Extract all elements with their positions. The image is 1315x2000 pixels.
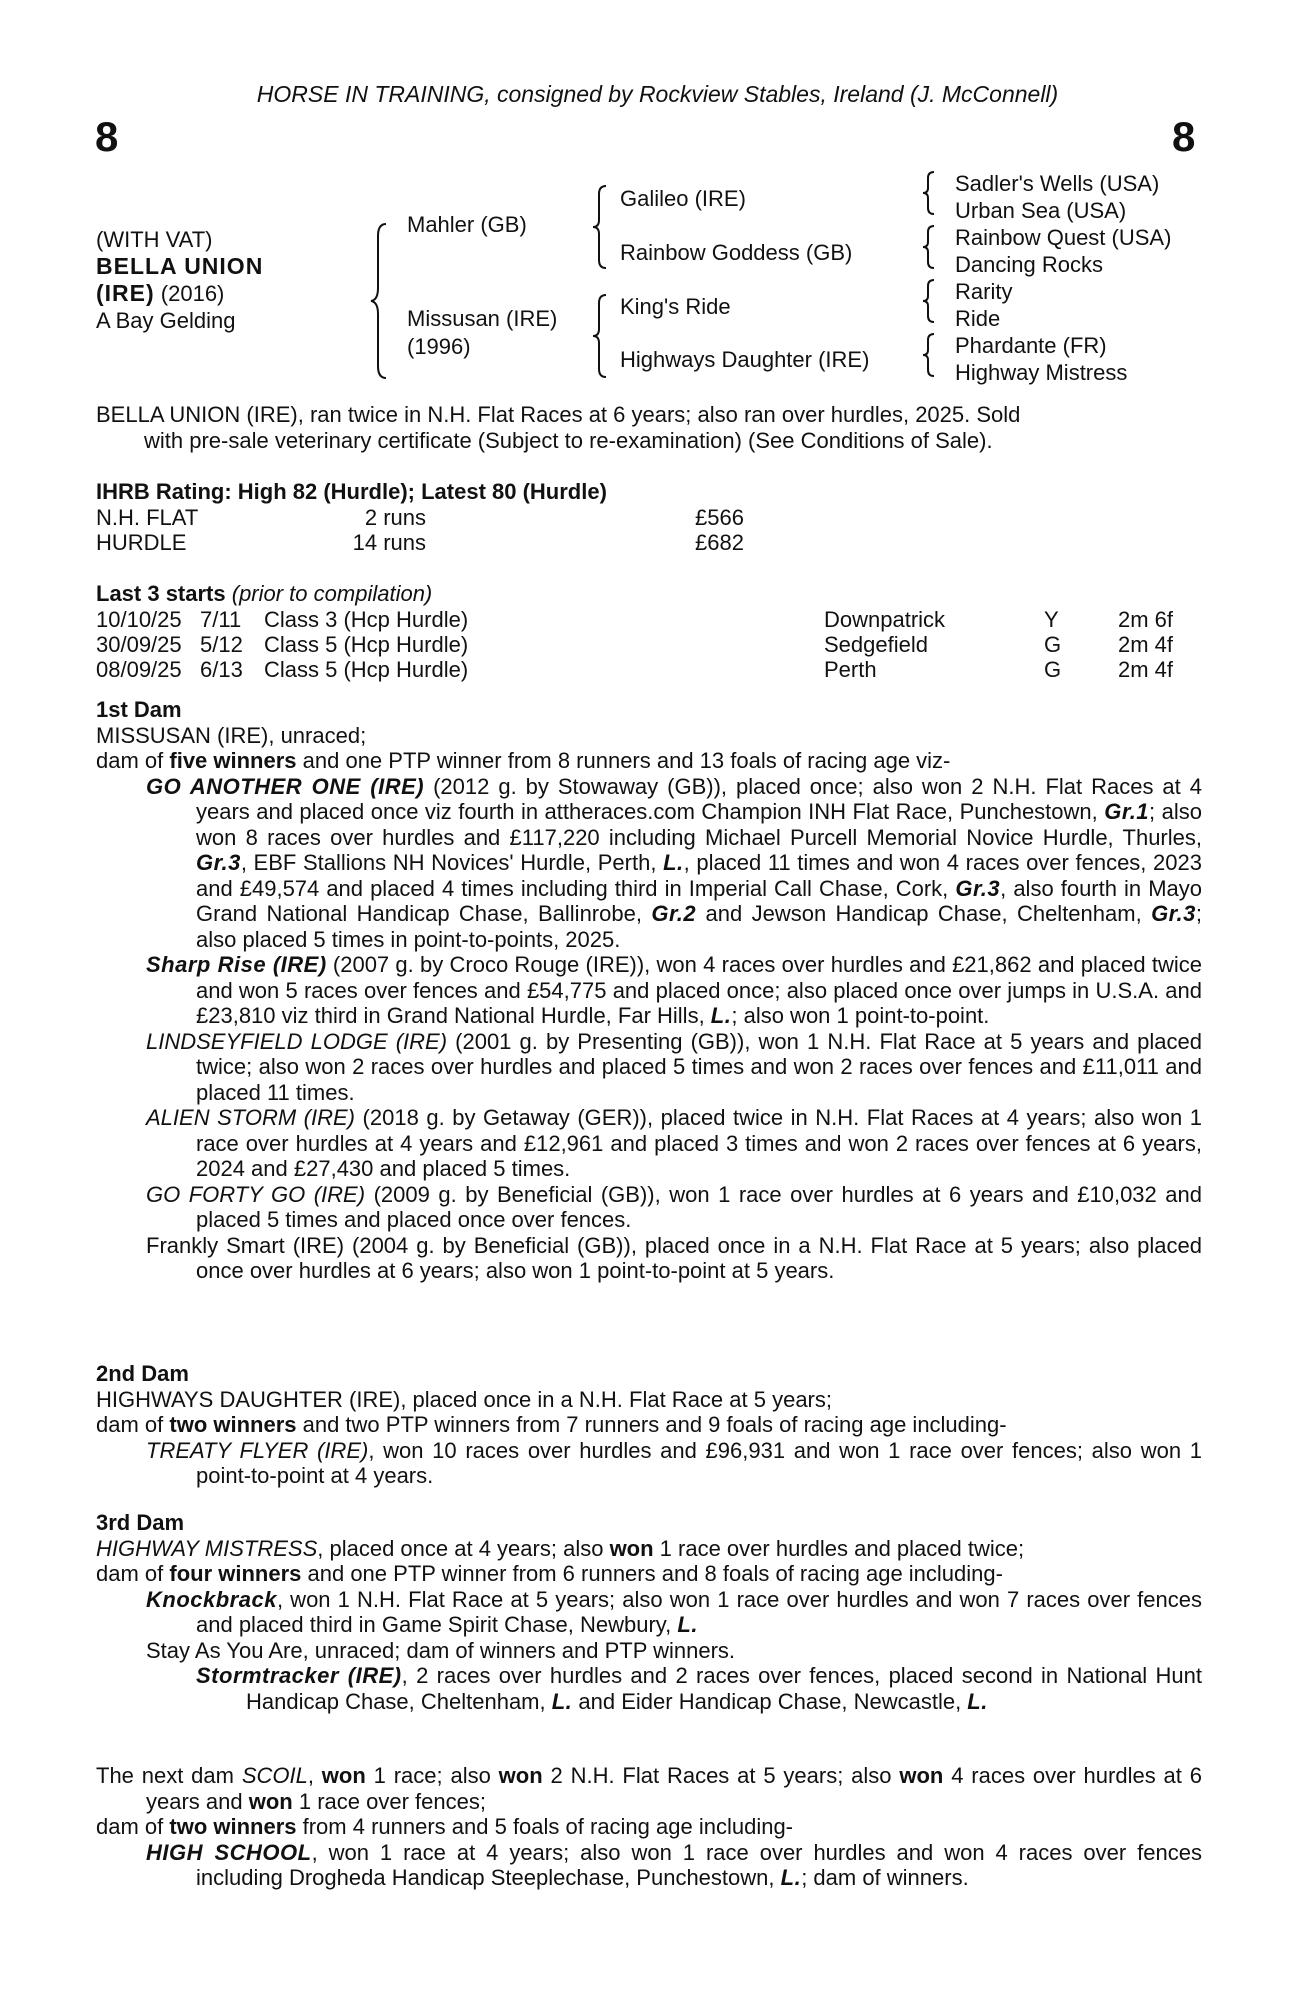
offspring-text: ; also won 8 races over hurdles and £117,220 including Michael Purcell Memorial Novice Hurdle, Thurles, <box>196 799 1202 850</box>
start-distance: 2m 4f <box>1118 631 1174 657</box>
offspring-text: (2007 g. by Croco Rouge (IRE)), won 4 races over hurdles and £21,862 and placed twice and won 5 races over fences and £54,775 and placed once; also placed once over jumps in U.S.A. and £23,810 viz third in Grand National Hurdle, Far Hills, <box>196 952 1202 1028</box>
last-starts-title: Last 3 starts <box>96 581 226 606</box>
offspring-name: TREATY FLYER (IRE) <box>146 1437 369 1463</box>
rating-earnings: £566 <box>695 504 744 530</box>
grade-label: L. <box>551 1688 573 1714</box>
offspring-entry <box>96 1840 1202 1891</box>
next-dam-name: SCOIL <box>241 1763 308 1788</box>
start-row <box>96 607 1173 632</box>
offspring-text: , placed 11 times and won 4 races over fences, 2023 and £49,574 and placed 4 times including third in Imperial Call Chase, Cork, <box>196 850 1202 901</box>
start-date: 08/09/25 <box>96 656 182 682</box>
offspring-entry <box>96 1438 1202 1489</box>
offspring-text: , EBF Stallions NH Novices' Hurdle, Perth, <box>240 850 664 875</box>
rating-runs: 2 runs <box>364 504 426 530</box>
offspring-text: ; dam of winners. <box>801 1865 969 1890</box>
dam-sire: King's Ride <box>620 294 731 319</box>
g3-ancestor: Urban Sea (USA) <box>955 198 1127 223</box>
offspring-text: ; also placed 5 times in point-to-points, 2025. <box>196 901 1202 952</box>
start-going: G <box>1044 631 1062 657</box>
start-course: Perth <box>824 656 877 682</box>
third-dam-title: 3rd Dam <box>96 1510 185 1535</box>
pedigree-brace-g3-1 <box>920 170 938 216</box>
offspring-entry <box>96 1663 1202 1714</box>
second-dam-section <box>96 1361 1202 1489</box>
dam-text: , <box>307 1763 322 1788</box>
sire-sire: Galileo (IRE) <box>620 186 746 211</box>
dam: Missusan (IRE) <box>407 306 558 331</box>
start-row <box>96 657 1173 682</box>
grade-label: Gr.3 <box>955 875 1001 901</box>
offspring-name: ALIEN STORM (IRE) <box>146 1105 356 1130</box>
sire-dam: Rainbow Goddess (GB) <box>620 240 853 265</box>
offspring-text: (2012 g. by Stowaway (GB)), placed once; also won 2 N.H. Flat Races at 4 years and placed once viz fourth in attheraces.com Champion INH Flat Race, Punchestown, <box>196 773 1202 824</box>
grade-label: Gr.2 <box>651 901 697 926</box>
rating-type: HURDLE <box>96 529 187 555</box>
dam-year: (1996) <box>407 334 471 359</box>
dam-text: 4 races over hurdles at 6 years and <box>146 1763 1202 1814</box>
produce-bold: four winners <box>169 1561 302 1586</box>
summary-line-1: BELLA UNION (IRE), ran twice in N.H. Flat Races at 6 years; also ran over hurdles, 2025. Sold <box>96 402 1021 427</box>
sire: Mahler (GB) <box>407 212 527 237</box>
offspring-entry <box>96 952 1202 1029</box>
g3-ancestor: Rarity <box>955 279 1013 304</box>
rating-runs: 14 runs <box>352 529 426 555</box>
grade-label: L. <box>677 1612 698 1637</box>
produce-text: dam of <box>96 1814 170 1839</box>
offspring-name: LINDSEYFIELD LODGE (IRE) <box>146 1028 448 1054</box>
g3-ancestor: Ride <box>955 306 1001 331</box>
third-dam-section <box>96 1510 1202 1714</box>
pedigree-brace-g3-4 <box>920 332 938 378</box>
start-position: 6/13 <box>200 656 243 682</box>
next-dam-section <box>96 1763 1202 1891</box>
lot-number-left: 8 <box>95 113 119 160</box>
start-position: 5/12 <box>200 631 243 657</box>
g3-ancestor: Highway Mistress <box>955 360 1128 385</box>
pedigree-brace-g3-3 <box>920 278 938 324</box>
page-header-title: HORSE IN TRAINING, consigned by Rockview Stables, Ireland (J. McConnell) <box>256 81 1059 107</box>
horse-description: A Bay Gelding <box>96 308 236 333</box>
offspring-entry <box>96 774 1202 953</box>
offspring-entry: Stay As You Are, unraced; dam of winners and PTP winners. <box>146 1637 736 1663</box>
horse-summary <box>96 402 1202 453</box>
offspring-text: , 2 races over hurdles and 2 races over fences, placed second in National Hunt Handicap Chase, Cheltenham, <box>246 1663 1203 1714</box>
rating-row <box>96 505 744 530</box>
start-race: Class 5 (Hcp Hurdle) <box>264 656 469 682</box>
produce-bold: five winners <box>169 748 297 773</box>
first-dam-produce <box>96 748 1202 774</box>
offspring-entry <box>96 1233 1202 1284</box>
offspring-name: Stormtracker (IRE) <box>196 1663 402 1688</box>
grade-label: L. <box>663 850 684 875</box>
dam-bold: won <box>899 1763 944 1788</box>
offspring-text: (2001 g. by Presenting (GB)), won 1 N.H. Flat Race at 5 years and placed twice; also won 2 races over hurdles and placed 5 times and won 2 races over fences and £11,011 and placed 11 times. <box>196 1028 1202 1105</box>
produce-text: dam of <box>96 1561 170 1586</box>
second-dam-title: 2nd Dam <box>96 1361 189 1386</box>
pedigree-brace-gen1 <box>368 222 390 380</box>
offspring-entry <box>96 1105 1202 1182</box>
start-race: Class 5 (Hcp Hurdle) <box>264 631 469 657</box>
offspring-entry <box>96 1587 1202 1638</box>
offspring-entry <box>96 1029 1202 1106</box>
start-going: Y <box>1044 606 1059 632</box>
start-date: 30/09/25 <box>96 631 182 657</box>
horse-year: (2016) <box>154 281 225 306</box>
vat-label: (WITH VAT) <box>96 227 213 252</box>
second-dam-line: HIGHWAYS DAUGHTER (IRE), placed once in a N.H. Flat Race at 5 years; <box>96 1386 832 1412</box>
offspring-entry <box>96 1182 1202 1233</box>
produce-text: dam of <box>96 748 170 773</box>
start-course: Sedgefield <box>824 631 928 657</box>
summary-line-2: with pre-sale veterinary certificate (Subject to re-examination) (See Conditions of Sale). <box>144 427 993 453</box>
produce-bold: two winners <box>169 1412 297 1437</box>
next-dam-produce <box>96 1814 1202 1840</box>
grade-label: Gr.3 <box>196 850 241 875</box>
lot-number-right: 8 <box>1172 113 1196 160</box>
offspring-text: ; also won 1 point-to-point. <box>731 1003 990 1028</box>
produce-text: and two PTP winners from 7 runners and 9 foals of racing age including- <box>296 1412 1007 1437</box>
last-starts-table <box>96 607 1173 682</box>
offspring-text: (2009 g. by Beneficial (GB)), won 1 race over hurdles at 6 years and £10,032 and placed 5 times and placed once over fences. <box>196 1181 1202 1232</box>
g3-ancestor: Dancing Rocks <box>955 252 1103 277</box>
horse-origin: (IRE) <box>96 280 155 306</box>
dam-text: The next dam <box>96 1763 242 1788</box>
offspring-name: Sharp Rise (IRE) <box>146 952 327 977</box>
grade-label: L. <box>710 1003 732 1028</box>
offspring-name: HIGH SCHOOL <box>146 1839 312 1865</box>
rating-row <box>96 530 744 555</box>
produce-text: and one PTP winner from 8 runners and 13 foals of racing age viz- <box>296 748 951 773</box>
horse-name: BELLA UNION <box>96 253 264 279</box>
offspring-text: , won 1 N.H. Flat Race at 5 years; also won 1 race over hurdles and won 7 races over fences and placed third in Game Spirit Chase, Newbury, <box>196 1586 1202 1637</box>
third-dam-produce <box>96 1561 1202 1587</box>
third-dam-line <box>96 1536 1202 1562</box>
grade-label: L. <box>967 1688 988 1714</box>
offspring-text: and Eider Handicap Chase, Newcastle, <box>572 1688 968 1714</box>
dam-text: 2 N.H. Flat Races at 5 years; also <box>542 1763 900 1788</box>
offspring-name: GO ANOTHER ONE (IRE) <box>146 773 425 799</box>
offspring-text: (2018 g. by Getaway (GER)), placed twice in N.H. Flat Races at 4 years; also won 1 race over hurdles at 4 years and £12,961 and placed 3 times and won 2 races over fences at 6 years, 2024 and £27,430 and placed 5 times. <box>196 1105 1202 1181</box>
offspring-text: , won 1 race at 4 years; also won 1 race over hurdles and won 4 races over fences including Drogheda Handicap Steeplechase, Punchestown, <box>196 1839 1202 1890</box>
pedigree-brace-dam <box>590 293 610 379</box>
rating-section <box>96 479 1202 555</box>
first-dam-line: MISSUSAN (IRE), unraced; <box>96 722 367 748</box>
dam-text: 1 race; also <box>365 1763 499 1788</box>
rating-title: IHRB Rating: High 82 (Hurdle); Latest 80 (Hurdle) <box>96 479 607 504</box>
rating-earnings: £682 <box>695 529 744 555</box>
last-starts-note: (prior to compilation) <box>225 581 433 606</box>
produce-text: dam of <box>96 1412 170 1437</box>
grade-label: L. <box>780 1865 802 1890</box>
offspring-text: (2004 g. by Beneficial (GB)), placed once in a N.H. Flat Race at 5 years; also placed once over hurdles at 6 years; also won 1 point-to-point at 5 years. <box>196 1232 1202 1283</box>
dam-bold: won <box>609 1535 654 1561</box>
start-race: Class 3 (Hcp Hurdle) <box>264 606 469 632</box>
produce-bold: two winners <box>169 1814 297 1839</box>
start-row <box>96 632 1173 657</box>
offspring-text: , won 10 races over hurdles and £96,931 and won 1 race over fences; also won 1 point-to-point at 4 years. <box>196 1437 1202 1488</box>
horse-identity <box>96 226 263 334</box>
dam-bold: won <box>498 1763 543 1788</box>
produce-text: and one PTP winner from 6 runners and 8 foals of racing age including- <box>301 1561 1003 1586</box>
first-dam-title: 1st Dam <box>96 697 182 722</box>
pedigree-brace-g3-2 <box>920 224 938 270</box>
offspring-text: and Jewson Handicap Chase, Cheltenham, <box>696 901 1152 926</box>
rating-type: N.H. FLAT <box>96 504 199 530</box>
produce-text: from 4 runners and 5 foals of racing age including- <box>296 1814 794 1839</box>
start-position: 7/11 <box>200 606 242 632</box>
third-dam-name: HIGHWAY MISTRESS <box>96 1535 318 1561</box>
g3-ancestor: Phardante (FR) <box>955 333 1107 358</box>
start-course: Downpatrick <box>824 606 946 632</box>
grade-label: Gr.3 <box>1151 901 1196 926</box>
offspring-name: Knockbrack <box>146 1586 277 1612</box>
dam-text: 1 race over hurdles and placed twice; <box>653 1535 1025 1561</box>
first-dam-section <box>96 697 1202 1284</box>
dam-text: , placed once at 4 years; also <box>317 1535 610 1561</box>
offspring-name: Frankly Smart (IRE) <box>146 1232 345 1258</box>
next-dam-line <box>96 1763 1202 1814</box>
rating-table <box>96 505 744 555</box>
start-distance: 2m 4f <box>1118 656 1174 682</box>
start-distance: 2m 6f <box>1118 606 1174 632</box>
last-starts-section <box>96 581 1202 682</box>
g3-ancestor: Sadler's Wells (USA) <box>955 171 1160 196</box>
dam-text: 1 race over fences; <box>292 1788 486 1814</box>
second-dam-produce <box>96 1412 1202 1438</box>
offspring-text: , also fourth in Mayo Grand National Handicap Chase, Ballinrobe, <box>196 875 1202 926</box>
dam-dam: Highways Daughter (IRE) <box>620 347 870 372</box>
dam-bold: won <box>248 1788 293 1814</box>
dam-bold: won <box>321 1763 366 1788</box>
start-date: 10/10/25 <box>96 606 182 632</box>
grade-label: Gr.1 <box>1104 799 1150 824</box>
g3-ancestor: Rainbow Quest (USA) <box>955 225 1172 250</box>
start-going: G <box>1044 656 1062 682</box>
offspring-name: GO FORTY GO (IRE) <box>146 1181 366 1207</box>
pedigree-brace-sire <box>590 184 610 270</box>
